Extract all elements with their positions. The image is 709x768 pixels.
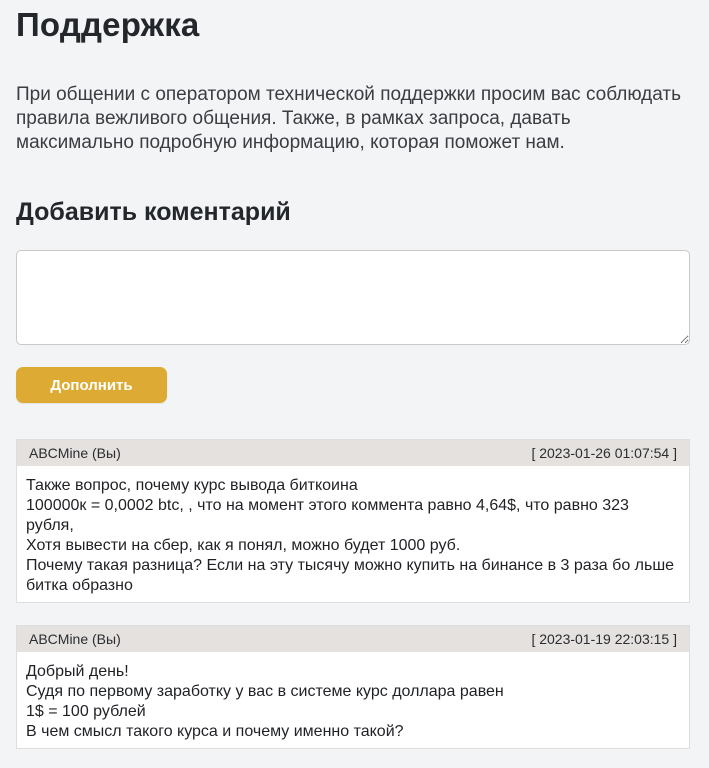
comment-header	[17, 440, 689, 466]
comment-text: Также вопрос, почему курс вывода биткоина 100000к = 0,0002 btc, , что на момент этого коммента равно 4,64$, что равно 323 рубля, Хотя вывести на сбер, как я понял, можно будет 1000 руб. Почему такая разница? Если на эту тысячу можно купить на бинансе в 3 раза бо льше битка образно	[26, 477, 675, 594]
comment-timestamp: [ 2023-01-19 22:03:15 ]	[531, 631, 677, 647]
comment-header	[17, 626, 689, 652]
submit-comment-button[interactable]: Дополнить	[16, 367, 167, 403]
add-comment-heading: Добавить коментарий	[16, 198, 291, 226]
support-intro-text: При общении с оператором технической поддержки просим вас соблюдать правила вежливого общения. Также, в рамках запроса, давать максимально подробную информацию, которая поможет нам.	[16, 84, 682, 153]
page-title: Поддержка	[16, 6, 200, 43]
comment-textarea[interactable]	[16, 250, 690, 345]
comment-card	[16, 625, 690, 749]
comment-card	[16, 439, 690, 603]
comment-author: ABCMine (Вы)	[29, 631, 121, 647]
comment-author: ABCMine (Вы)	[29, 445, 121, 461]
comment-text: Добрый день! Судя по первому заработку у вас в системе курс доллара равен 1$ = 100 рублей В чем смысл такого курса и почему именно такой?	[26, 663, 504, 740]
comment-timestamp: [ 2023-01-26 01:07:54 ]	[531, 445, 677, 461]
